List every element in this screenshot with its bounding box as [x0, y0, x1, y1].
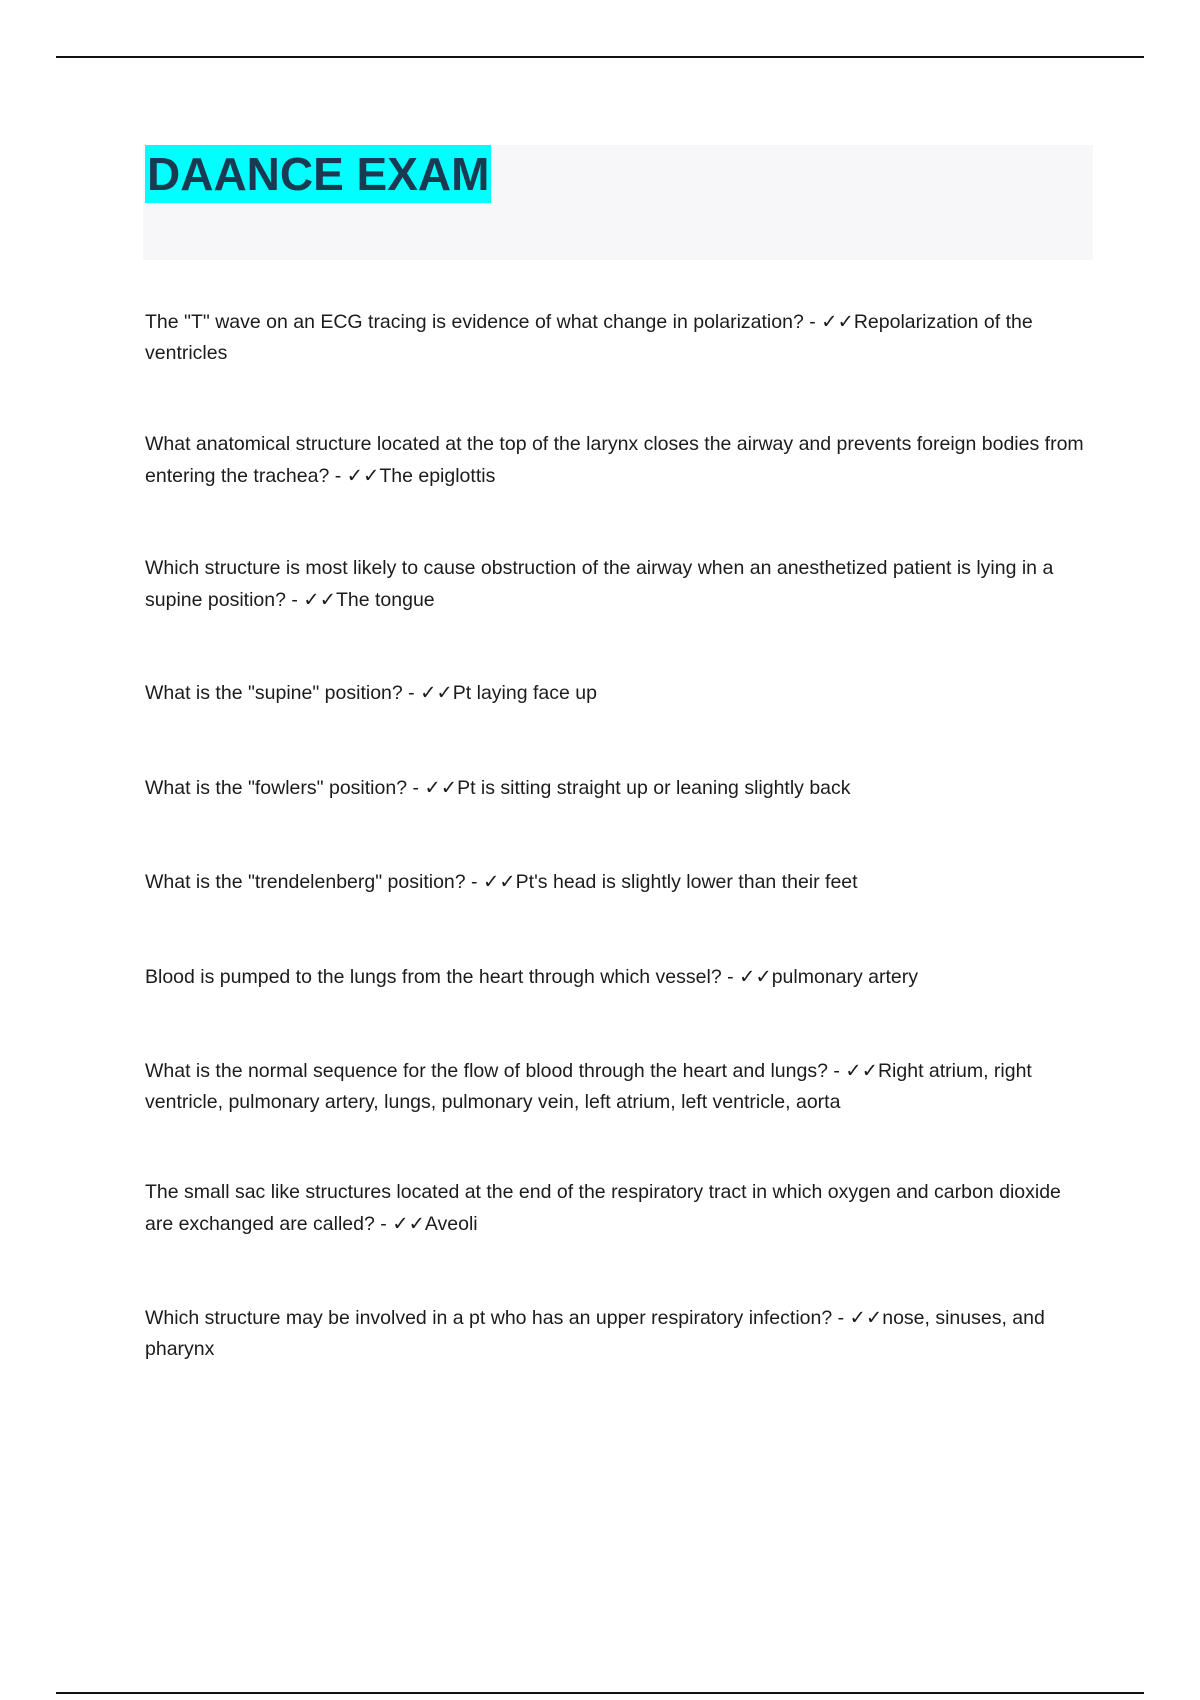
check-icon: ✓✓	[420, 681, 453, 704]
qa-item	[145, 961, 1090, 993]
separator: -	[465, 871, 483, 893]
qa-item	[145, 306, 1090, 369]
answer-text: Pt's head is slightly lower than their feet	[515, 871, 858, 893]
separator: -	[329, 465, 347, 487]
check-icon: ✓✓	[739, 965, 772, 988]
check-icon: ✓✓	[849, 1306, 883, 1329]
separator: -	[402, 682, 421, 704]
check-icon: ✓✓	[821, 310, 854, 333]
bottom-divider	[56, 1692, 1144, 1694]
separator: -	[721, 966, 740, 988]
page-title: DAANCE EXAM	[145, 145, 491, 203]
separator: -	[832, 1307, 850, 1329]
question-text: What anatomical structure located at the top of the larynx closes the airway and prevents foreign bodies from entering the trachea?	[145, 433, 1084, 487]
check-icon: ✓✓	[845, 1059, 878, 1082]
question-text: Which structure may be involved in a pt who has an upper respiratory infection?	[145, 1307, 833, 1329]
qa-item	[145, 429, 1090, 492]
qa-list	[145, 306, 1090, 1365]
answer-text: nose, sinuses, and pharynx	[145, 1307, 1045, 1360]
qa-item	[145, 1055, 1090, 1118]
question-text: What is the "trendelenberg" position?	[145, 871, 466, 893]
answer-text: The tongue	[335, 589, 435, 611]
question-text: What is the "supine" position?	[145, 682, 403, 704]
separator: -	[374, 1213, 393, 1235]
check-icon: ✓✓	[424, 776, 458, 799]
separator: -	[407, 777, 425, 799]
answer-text: pulmonary artery	[771, 966, 919, 988]
answer-text: Right atrium, right ventricle, pulmonary artery, lungs, pulmonary vein, left atrium, left ventricle, aorta	[145, 1060, 1032, 1113]
question-text: Which structure is most likely to cause obstruction of the airway when an anesthetized patient is lying in a supine position?	[145, 557, 1054, 611]
question-text: The "T" wave on an ECG tracing is evidence of what change in polarization?	[145, 311, 804, 333]
check-icon: ✓✓	[392, 1212, 425, 1235]
answer-text: The epiglottis	[379, 465, 496, 487]
answer-text: Aveoli	[424, 1213, 478, 1235]
question-text: What is the "fowlers" position?	[145, 777, 408, 799]
separator: -	[827, 1060, 846, 1082]
answer-text: Repolarization of the ventricles	[145, 311, 1033, 364]
check-icon: ✓✓	[346, 464, 380, 487]
qa-item	[145, 1177, 1090, 1240]
top-divider	[56, 56, 1144, 58]
question-text: What is the normal sequence for the flow of blood through the heart and lungs?	[145, 1060, 828, 1082]
check-icon: ✓✓	[482, 870, 516, 893]
qa-item	[145, 866, 1090, 898]
check-icon: ✓✓	[303, 588, 336, 611]
answer-text: Pt is sitting straight up or leaning slightly back	[457, 777, 851, 799]
separator: -	[803, 311, 822, 333]
qa-item	[145, 772, 1090, 804]
question-text: The small sac like structures located at the end of the respiratory tract in which oxygen and carbon dioxide are exchanged are called?	[145, 1181, 1061, 1235]
answer-text: Pt laying face up	[452, 682, 597, 704]
title-block	[143, 145, 1093, 260]
question-text: Blood is pumped to the lungs from the heart through which vessel?	[145, 966, 722, 988]
qa-item	[145, 553, 1090, 616]
qa-item	[145, 677, 1090, 709]
separator: -	[285, 589, 304, 611]
qa-item	[145, 1302, 1090, 1365]
